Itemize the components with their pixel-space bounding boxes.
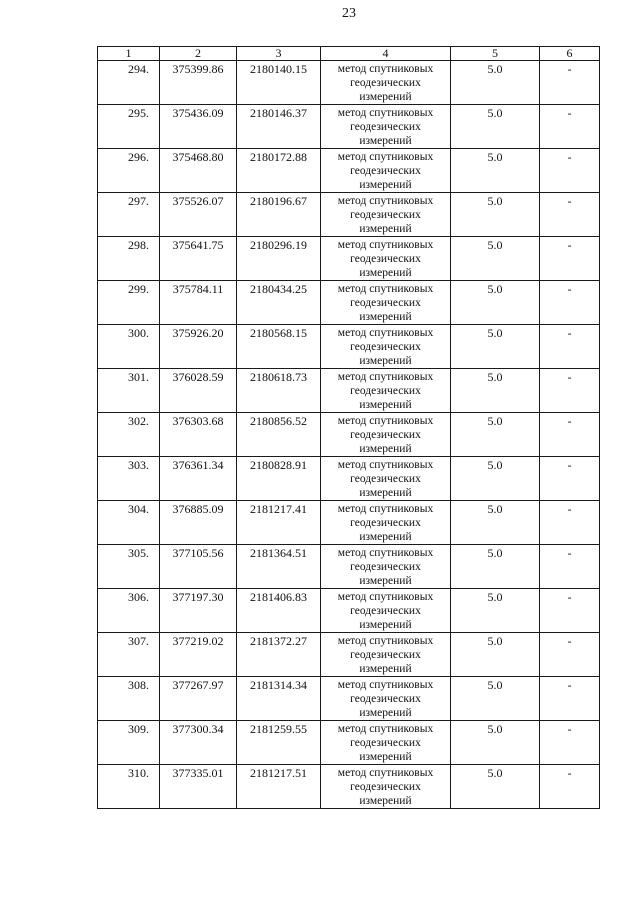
method-line: измерений — [359, 619, 412, 631]
table-row — [98, 765, 600, 809]
method-cell — [321, 413, 451, 457]
method-cell — [321, 105, 451, 149]
table-row — [98, 677, 600, 721]
accuracy-cell: 5.0 — [451, 413, 540, 457]
method-line: измерений — [359, 267, 412, 279]
method-cell — [321, 149, 451, 193]
point-number-cell: 301. — [98, 369, 160, 413]
point-number-cell: 309. — [98, 721, 160, 765]
table-row — [98, 721, 600, 765]
y-coordinate-cell: 2181217.41 — [237, 501, 321, 545]
method-line: метод спутниковых — [337, 591, 434, 603]
method-line: метод спутниковых — [337, 327, 434, 339]
y-coordinate-cell: 2181217.51 — [237, 765, 321, 809]
method-line: метод спутниковых — [337, 767, 434, 779]
y-coordinate-cell: 2181259.55 — [237, 721, 321, 765]
table-row — [98, 633, 600, 677]
method-cell — [321, 765, 451, 809]
point-number-cell: 307. — [98, 633, 160, 677]
method-line: измерений — [359, 663, 412, 675]
point-number-cell: 299. — [98, 281, 160, 325]
x-coordinate-cell: 375641.75 — [160, 237, 237, 281]
method-line: измерений — [359, 487, 412, 499]
method-line: метод спутниковых — [337, 635, 434, 647]
table-row — [98, 369, 600, 413]
method-line: метод спутниковых — [337, 371, 434, 383]
y-coordinate-cell: 2181314.34 — [237, 677, 321, 721]
note-cell: - — [540, 193, 600, 237]
point-number-cell: 297. — [98, 193, 160, 237]
table-row — [98, 149, 600, 193]
method-cell — [321, 281, 451, 325]
x-coordinate-cell: 376885.09 — [160, 501, 237, 545]
method-line: геодезических — [350, 385, 421, 397]
accuracy-cell: 5.0 — [451, 633, 540, 677]
method-line: геодезических — [350, 781, 421, 793]
point-number-cell: 300. — [98, 325, 160, 369]
table-body — [98, 61, 600, 809]
point-number-cell: 298. — [98, 237, 160, 281]
method-line: измерений — [359, 751, 412, 763]
y-coordinate-cell: 2180146.37 — [237, 105, 321, 149]
point-number-cell: 295. — [98, 105, 160, 149]
y-coordinate-cell: 2181364.51 — [237, 545, 321, 589]
method-line: измерений — [359, 575, 412, 587]
point-number-cell: 308. — [98, 677, 160, 721]
table-row — [98, 589, 600, 633]
y-coordinate-cell: 2180172.88 — [237, 149, 321, 193]
x-coordinate-cell: 375926.20 — [160, 325, 237, 369]
method-cell — [321, 545, 451, 589]
table-row — [98, 413, 600, 457]
note-cell: - — [540, 413, 600, 457]
table-row — [98, 61, 600, 105]
note-cell: - — [540, 765, 600, 809]
accuracy-cell: 5.0 — [451, 281, 540, 325]
method-line: метод спутниковых — [337, 503, 434, 515]
y-coordinate-cell: 2181406.83 — [237, 589, 321, 633]
method-cell — [321, 193, 451, 237]
method-line: измерений — [359, 223, 412, 235]
note-cell: - — [540, 457, 600, 501]
y-coordinate-cell: 2180568.15 — [237, 325, 321, 369]
method-cell — [321, 721, 451, 765]
note-cell: - — [540, 237, 600, 281]
y-coordinate-cell: 2181372.27 — [237, 633, 321, 677]
accuracy-cell: 5.0 — [451, 369, 540, 413]
column-header: 1 — [98, 47, 160, 61]
method-line: геодезических — [350, 209, 421, 221]
method-cell — [321, 677, 451, 721]
method-line: геодезических — [350, 605, 421, 617]
accuracy-cell: 5.0 — [451, 61, 540, 105]
note-cell: - — [540, 677, 600, 721]
note-cell: - — [540, 105, 600, 149]
method-line: геодезических — [350, 649, 421, 661]
method-cell — [321, 589, 451, 633]
column-header: 4 — [321, 47, 451, 61]
column-header: 2 — [160, 47, 237, 61]
note-cell: - — [540, 633, 600, 677]
note-cell: - — [540, 721, 600, 765]
method-line: геодезических — [350, 517, 421, 529]
method-line: геодезических — [350, 693, 421, 705]
table-row — [98, 457, 600, 501]
method-line: метод спутниковых — [337, 195, 434, 207]
accuracy-cell: 5.0 — [451, 237, 540, 281]
method-cell — [321, 325, 451, 369]
method-line: метод спутниковых — [337, 679, 434, 691]
table-row — [98, 501, 600, 545]
method-cell — [321, 61, 451, 105]
note-cell: - — [540, 325, 600, 369]
accuracy-cell: 5.0 — [451, 457, 540, 501]
point-number-cell: 302. — [98, 413, 160, 457]
point-number-cell: 303. — [98, 457, 160, 501]
x-coordinate-cell: 375468.80 — [160, 149, 237, 193]
method-cell — [321, 457, 451, 501]
method-line: измерений — [359, 399, 412, 411]
accuracy-cell: 5.0 — [451, 677, 540, 721]
column-header: 3 — [237, 47, 321, 61]
x-coordinate-cell: 375526.07 — [160, 193, 237, 237]
method-line: измерений — [359, 443, 412, 455]
method-cell — [321, 501, 451, 545]
accuracy-cell: 5.0 — [451, 325, 540, 369]
x-coordinate-cell: 376028.59 — [160, 369, 237, 413]
y-coordinate-cell: 2180196.67 — [237, 193, 321, 237]
point-number-cell: 296. — [98, 149, 160, 193]
accuracy-cell: 5.0 — [451, 589, 540, 633]
method-line: метод спутниковых — [337, 723, 434, 735]
x-coordinate-cell: 375784.11 — [160, 281, 237, 325]
x-coordinate-cell: 377105.56 — [160, 545, 237, 589]
y-coordinate-cell: 2180618.73 — [237, 369, 321, 413]
y-coordinate-cell: 2180140.15 — [237, 61, 321, 105]
accuracy-cell: 5.0 — [451, 149, 540, 193]
method-line: геодезических — [350, 297, 421, 309]
x-coordinate-cell: 376361.34 — [160, 457, 237, 501]
table-header-row — [98, 47, 600, 61]
method-line: измерений — [359, 179, 412, 191]
point-number-cell: 304. — [98, 501, 160, 545]
method-line: метод спутниковых — [337, 63, 434, 75]
method-line: измерений — [359, 355, 412, 367]
method-line: геодезических — [350, 341, 421, 353]
method-cell — [321, 369, 451, 413]
accuracy-cell: 5.0 — [451, 765, 540, 809]
x-coordinate-cell: 376303.68 — [160, 413, 237, 457]
table-row — [98, 193, 600, 237]
note-cell: - — [540, 589, 600, 633]
table-row — [98, 237, 600, 281]
note-cell: - — [540, 61, 600, 105]
method-line: геодезических — [350, 429, 421, 441]
column-header: 5 — [451, 47, 540, 61]
page-number: 23 — [342, 6, 356, 21]
method-line: геодезических — [350, 737, 421, 749]
y-coordinate-cell: 2180856.52 — [237, 413, 321, 457]
method-line: метод спутниковых — [337, 547, 434, 559]
y-coordinate-cell: 2180828.91 — [237, 457, 321, 501]
x-coordinate-cell: 377335.01 — [160, 765, 237, 809]
table-row — [98, 281, 600, 325]
method-line: геодезических — [350, 121, 421, 133]
method-line: метод спутниковых — [337, 107, 434, 119]
accuracy-cell: 5.0 — [451, 193, 540, 237]
y-coordinate-cell: 2180434.25 — [237, 281, 321, 325]
accuracy-cell: 5.0 — [451, 545, 540, 589]
method-line: метод спутниковых — [337, 151, 434, 163]
note-cell: - — [540, 369, 600, 413]
accuracy-cell: 5.0 — [451, 721, 540, 765]
column-header: 6 — [540, 47, 600, 61]
method-line: геодезических — [350, 473, 421, 485]
point-number-cell: 294. — [98, 61, 160, 105]
x-coordinate-cell: 375436.09 — [160, 105, 237, 149]
x-coordinate-cell: 377197.30 — [160, 589, 237, 633]
x-coordinate-cell: 377219.02 — [160, 633, 237, 677]
point-number-cell: 305. — [98, 545, 160, 589]
method-cell — [321, 633, 451, 677]
y-coordinate-cell: 2180296.19 — [237, 237, 321, 281]
method-line: измерений — [359, 311, 412, 323]
table-row — [98, 325, 600, 369]
x-coordinate-cell: 375399.86 — [160, 61, 237, 105]
method-line: измерений — [359, 91, 412, 103]
method-line: метод спутниковых — [337, 415, 434, 427]
method-line: метод спутниковых — [337, 459, 434, 471]
note-cell: - — [540, 501, 600, 545]
x-coordinate-cell: 377267.97 — [160, 677, 237, 721]
note-cell: - — [540, 149, 600, 193]
point-number-cell: 310. — [98, 765, 160, 809]
accuracy-cell: 5.0 — [451, 105, 540, 149]
table-row — [98, 105, 600, 149]
method-line: измерений — [359, 135, 412, 147]
method-line: измерений — [359, 707, 412, 719]
method-line: геодезических — [350, 77, 421, 89]
note-cell: - — [540, 281, 600, 325]
method-line: геодезических — [350, 165, 421, 177]
method-line: измерений — [359, 531, 412, 543]
method-line: метод спутниковых — [337, 239, 434, 251]
coordinates-table — [97, 46, 600, 809]
method-line: измерений — [359, 795, 412, 807]
method-line: метод спутниковых — [337, 283, 434, 295]
method-line: геодезических — [350, 561, 421, 573]
method-cell — [321, 237, 451, 281]
note-cell: - — [540, 545, 600, 589]
point-number-cell: 306. — [98, 589, 160, 633]
table-row — [98, 545, 600, 589]
accuracy-cell: 5.0 — [451, 501, 540, 545]
method-line: геодезических — [350, 253, 421, 265]
x-coordinate-cell: 377300.34 — [160, 721, 237, 765]
